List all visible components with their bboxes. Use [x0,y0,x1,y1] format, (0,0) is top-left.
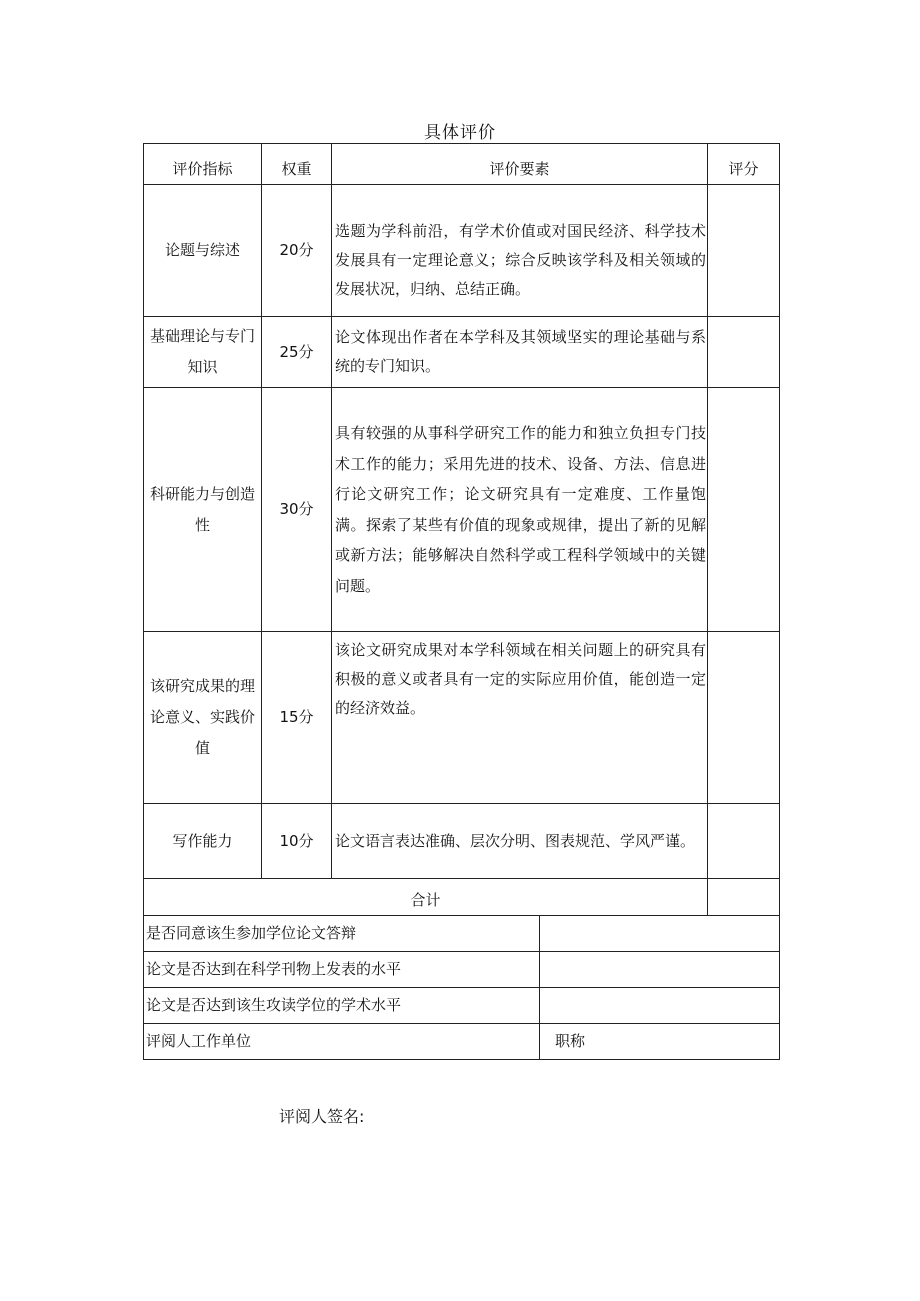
elements-cell: 论文体现出作者在本学科及其领域坚实的理论基础与系统的专门知识。 [332,317,708,388]
weight-cell: 30分 [262,388,332,632]
reviewer-unit-label [144,1024,540,1060]
elements-cell: 具有较强的从事科学研究工作的能力和独立负担专门技术工作的能力；采用先进的技术、设备、方法、信息进行论文研究工作；论文研究具有一定难度、工作量饱满。探索了某些有价值的现象或规律，提出了新的见解或新方法；能够解决自然科学或工程科学领域中的关键问题。 [332,388,708,632]
indicator-cell: 论题与综述 [144,185,262,317]
question-answer[interactable] [540,988,780,1024]
elements-cell: 该论文研究成果对本学科领域在相关问题上的研究具有积极的意义或者具有一定的实际应用价值，能创造一定的经济效益。 [332,632,708,804]
table-row [144,804,780,879]
reviewer-title-cell [540,1024,780,1060]
score-cell[interactable] [708,804,780,879]
header-indicator: 评价指标 [144,144,262,185]
indicator-cell: 写作能力 [144,804,262,879]
score-cell[interactable] [708,388,780,632]
indicator-cell [144,317,262,388]
question-answer[interactable] [540,916,780,952]
score-cell[interactable] [708,632,780,804]
indicator-text: 基础理论与专门知识 [149,327,255,376]
total-label: 合计 [144,879,708,916]
weight-cell: 20分 [262,185,332,317]
total-row [144,879,780,916]
question-row [144,988,780,1024]
reviewer-signature-label: 评阅人签名: [279,1107,365,1126]
table-row [144,185,780,317]
table-row [144,317,780,388]
reviewer-unit-text: 评阅人工作单位 [146,1032,252,1050]
total-score-cell[interactable] [708,879,780,916]
weight-cell: 15分 [262,632,332,804]
table-row [144,388,780,632]
reviewer-unit-row [144,1024,780,1060]
indicator-text: 科研能力与创造性 [149,484,255,534]
review-questions-table [143,915,780,1060]
elements-cell: 选题为学科前沿，有学术价值或对国民经济、科学技术发展具有一定理论意义；综合反映该学科及相关领域的发展状况，归纳、总结正确。 [332,185,708,317]
header-row [144,144,780,185]
question-label: 是否同意该生参加学位论文答辩 [144,916,540,952]
indicator-cell [144,388,262,632]
indicator-text: 该研究成果的理论意义、实践价值 [149,677,255,757]
weight-cell: 25分 [262,317,332,388]
reviewer-title-label: 职称 [555,1032,586,1050]
weight-cell: 10分 [262,804,332,879]
header-elements: 评价要素 [332,144,708,185]
question-row [144,916,780,952]
evaluation-table [143,143,780,916]
question-label: 论文是否达到在科学刊物上发表的水平 [144,952,540,988]
table-row [144,632,780,804]
section-title: 具体评价 [424,123,496,143]
score-cell[interactable] [708,317,780,388]
header-score: 评分 [708,144,780,185]
question-row [144,952,780,988]
question-answer[interactable] [540,952,780,988]
elements-cell: 论文语言表达准确、层次分明、图表规范、学风严谨。 [332,804,708,879]
question-label: 论文是否达到该生攻读学位的学术水平 [144,988,540,1024]
indicator-cell [144,632,262,804]
score-cell[interactable] [708,185,780,317]
header-weight: 权重 [262,144,332,185]
